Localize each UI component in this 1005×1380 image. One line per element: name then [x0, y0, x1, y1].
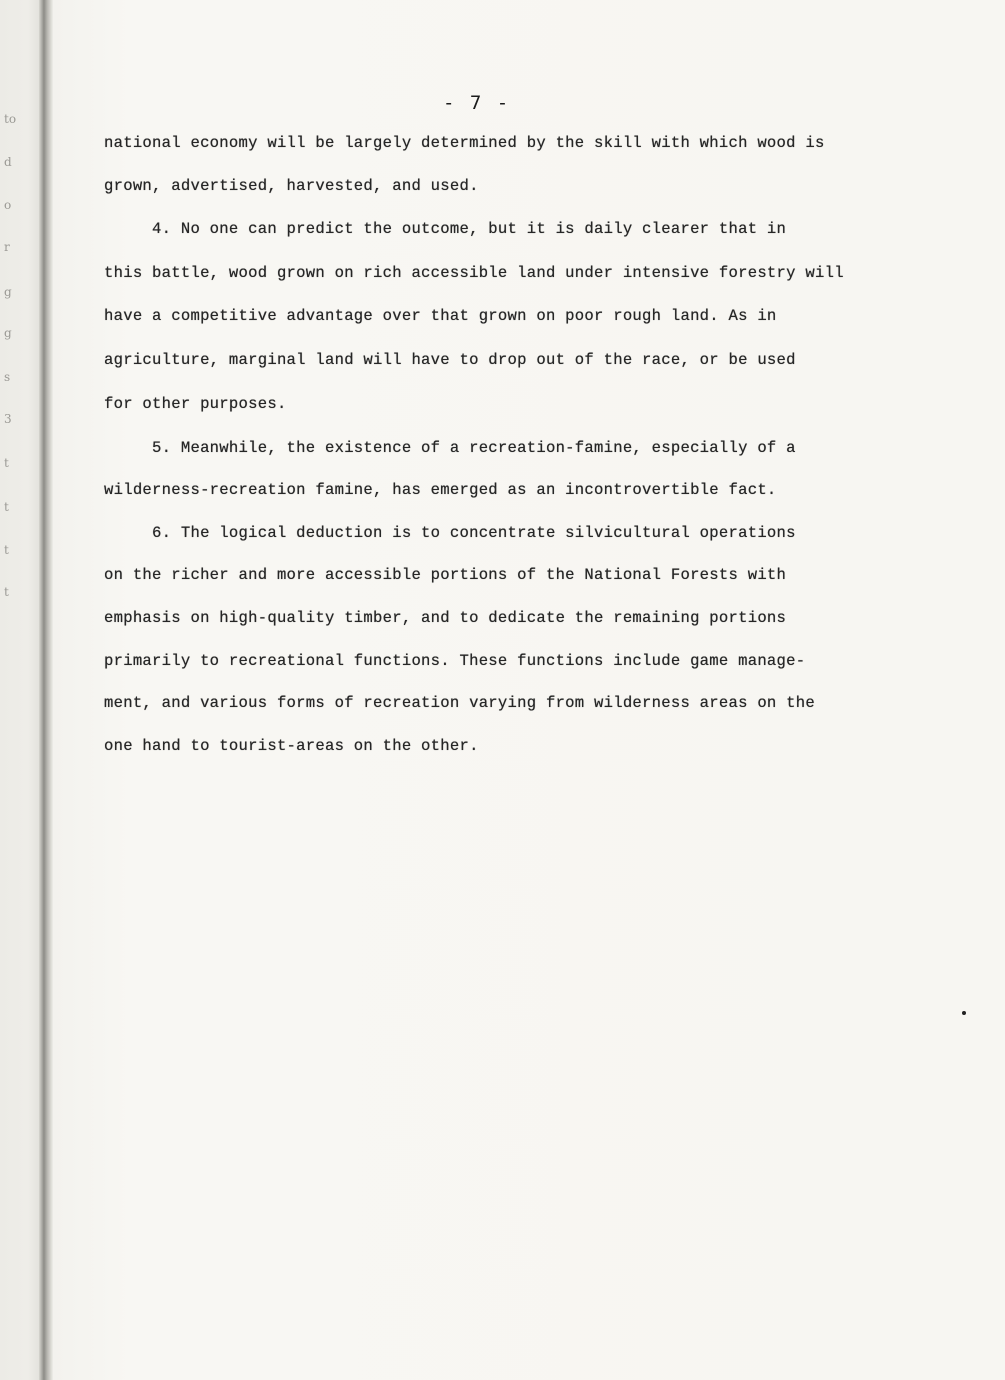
bleed-char: r [4, 240, 10, 254]
bleed-char: to [4, 112, 17, 126]
text-line: this battle, wood grown on rich accessible land under intensive forestry will [104, 264, 844, 282]
text-line: for other purposes. [104, 395, 287, 413]
bleed-char: o [4, 198, 12, 212]
text-line: have a competitive advantage over that grown on poor rough land. As in [104, 307, 777, 325]
text-line: 6. The logical deduction is to concentrate silvicultural operations [104, 524, 796, 542]
bleed-char: t [4, 500, 9, 514]
bleed-char: s [4, 370, 11, 384]
book-spine-shadow [39, 0, 53, 1380]
facing-page-bleed [0, 0, 40, 1380]
bleed-char: t [4, 543, 9, 557]
bleed-char: d [4, 155, 12, 169]
bleed-char: g [4, 285, 12, 299]
bleed-char: t [4, 585, 9, 599]
text-line: agriculture, marginal land will have to drop out of the race, or be used [104, 351, 796, 369]
ink-speck [962, 1011, 966, 1015]
text-line: ment, and various forms of recreation varying from wilderness areas on the [104, 694, 815, 712]
text-line: primarily to recreational functions. These functions include game manage- [104, 652, 806, 670]
bleed-char: t [4, 456, 9, 470]
page-number: - 7 - [443, 92, 511, 114]
text-line: wilderness-recreation famine, has emerged as an incontrovertible fact. [104, 481, 777, 499]
text-line: one hand to tourist-areas on the other. [104, 737, 479, 755]
text-line: national economy will be largely determined by the skill with which wood is [104, 134, 825, 152]
typed-page [53, 0, 1005, 1380]
text-line: emphasis on high-quality timber, and to dedicate the remaining portions [104, 609, 787, 627]
text-line: on the richer and more accessible portions of the National Forests with [104, 566, 787, 584]
text-line: grown, advertised, harvested, and used. [104, 177, 479, 195]
text-line: 4. No one can predict the outcome, but it is daily clearer that in [104, 220, 787, 238]
bleed-char: 3 [4, 412, 12, 426]
bleed-char: g [4, 326, 12, 340]
text-line: 5. Meanwhile, the existence of a recreation-famine, especially of a [104, 439, 796, 457]
